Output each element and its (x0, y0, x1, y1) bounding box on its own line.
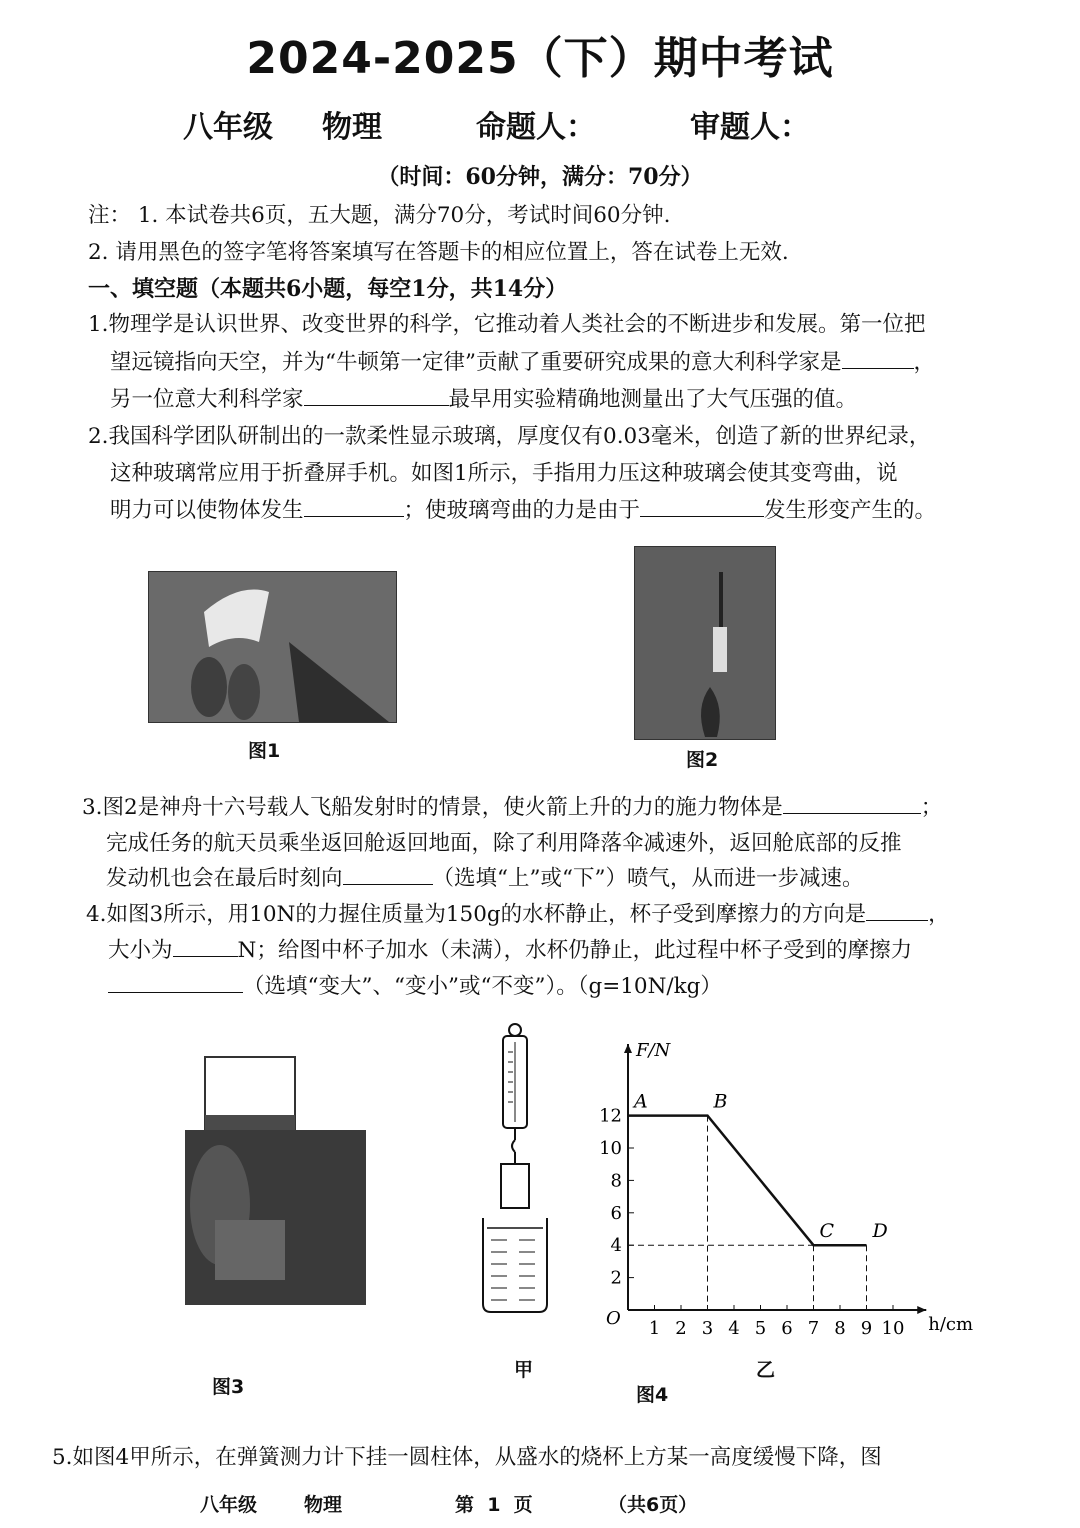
figure-4-jia-caption: 甲 (514, 1359, 534, 1381)
footer-page: 第 1 页 (455, 1494, 533, 1516)
q3-line-2: 完成任务的航天员乘坐返回舱返回地面，除了利用降落伞减速外，返回舱底部的反推 (106, 831, 902, 856)
origin-label: O (606, 1308, 621, 1329)
figure-1-photo (148, 571, 397, 723)
y-tick-label: 8 (610, 1170, 622, 1192)
figure-4-yi-caption: 乙 (756, 1359, 776, 1381)
footer-grade: 八年级 (200, 1494, 258, 1516)
y-tick-label: 6 (610, 1202, 622, 1224)
y-tick-label: 12 (599, 1105, 622, 1127)
q4-line-2: 大小为 N；给图中杯子加水（未满），水杯仍静止，此过程中杯子受到的摩擦力 (108, 938, 913, 963)
hand-holding-cup-illustration (180, 1055, 366, 1305)
x-tick-label: 7 (807, 1318, 820, 1339)
point-label-d: D (872, 1220, 888, 1243)
q2-blank-1[interactable] (304, 498, 404, 517)
q3-blank-2[interactable] (343, 866, 433, 885)
q3-line-1: 3.图2是神舟十六号载人飞船发射时的情景，使火箭上升的力的施力物体是 ； (82, 795, 943, 820)
grade-label: 八年级 (183, 110, 273, 145)
figure-1-caption: 图1 (248, 740, 281, 762)
figure-4-jia-apparatus (475, 1022, 555, 1318)
x-tick-label: 4 (728, 1318, 740, 1339)
glass-bending-illustration (149, 572, 396, 722)
figure-2-caption: 图2 (686, 749, 719, 771)
y-axis-label: F/N (636, 1040, 671, 1061)
x-tick-label: 10 (881, 1318, 905, 1339)
x-tick-label: 6 (781, 1318, 793, 1339)
q3-blank-1[interactable] (783, 795, 921, 814)
subject-label: 物理 (322, 110, 382, 145)
x-tick-label: 5 (754, 1318, 767, 1339)
q1-line-1: 1.物理学是认识世界、改变世界的科学，它推动着人类社会的不断进步和发展。第一位把 (88, 312, 926, 337)
figure-3-photo (180, 1055, 366, 1305)
q1-blank-2[interactable] (304, 387, 449, 406)
point-label-b: B (713, 1090, 728, 1113)
setter-label: 命题人： (476, 110, 596, 145)
x-tick-label: 2 (675, 1318, 687, 1339)
q2-line-1: 2.我国科学团队研制出的一款柔性显示玻璃，厚度仅有0.03毫米，创造了新的世界纪录， (88, 424, 931, 449)
x-tick-label: 1 (648, 1318, 661, 1339)
q5-line-1: 5.如图4甲所示，在弹簧测力计下挂一圆柱体，从盛水的烧杯上方某一高度缓慢下降，图 (52, 1445, 882, 1470)
q4-blank-1[interactable] (866, 902, 928, 921)
rocket-launch-illustration (635, 547, 775, 739)
beaker (483, 1218, 547, 1312)
point-label-a: A (634, 1090, 648, 1113)
x-axis-arrow (917, 1306, 926, 1314)
figure-3-caption: 图3 (212, 1376, 245, 1398)
q1-line-2: 望远镜指向天空，并为“牛顿第一定律”贡献了重要研究成果的意大利科学家是 ， (110, 350, 936, 375)
footer-total: （共6页） (608, 1494, 698, 1516)
exam-title: 2024-2025（下）期中考试 (246, 33, 834, 84)
q4-blank-3[interactable] (108, 974, 243, 993)
q2-line-2: 这种玻璃常应用于折叠屏手机。如图1所示，手指用力压这种玻璃会使其变弯曲，说 (110, 461, 898, 486)
q4-blank-2[interactable] (173, 938, 238, 957)
reviewer-label: 审题人： (690, 110, 810, 145)
scale-ring (509, 1024, 521, 1036)
q4-line-3: （选填“变大”、“变小”或“不变”）。（g=10N/kg） (108, 974, 722, 1000)
x-tick-label: 3 (701, 1318, 714, 1339)
section-1-heading: 一、填空题（本题共6小题，每空1分，共14分） (88, 276, 568, 302)
note-2: 2. 请用黑色的签字笔将答案填写在答题卡的相应位置上，答在试卷上无效. (88, 240, 789, 265)
x-tick-label: 8 (834, 1318, 846, 1339)
cylinder (501, 1164, 529, 1208)
q1-line-3: 另一位意大利科学家 最早用实验精确地测量出了大气压强的值。 (110, 387, 858, 412)
q2-line-3: 明力可以使物体发生 ；使玻璃弯曲的力是由于 发生形变产生的。 (110, 498, 937, 523)
footer-subject: 物理 (304, 1494, 343, 1516)
figure-4-caption: 图4 (636, 1384, 669, 1406)
q1-blank-1[interactable] (842, 350, 914, 369)
point-label-c: C (819, 1220, 835, 1243)
q4-line-1: 4.如图3所示，用10N的力握住质量为150g的水杯静止，杯子受到摩擦力的方向是 ， (86, 902, 950, 927)
figure-2-photo (634, 546, 776, 740)
note-1: 注： 1. 本试卷共6页，五大题，满分70分，考试时间60分钟. (88, 203, 671, 228)
y-axis-arrow (624, 1044, 632, 1053)
y-tick-label: 10 (599, 1138, 622, 1159)
x-tick-label: 9 (860, 1318, 873, 1339)
q3-line-3: 发动机也会在最后时刻向 （选填“上”或“下”）喷气，从而进一步减速。 (106, 866, 864, 891)
y-tick-label: 4 (610, 1235, 622, 1257)
q2-blank-2[interactable] (640, 498, 764, 517)
figure-4-yi-chart (598, 1030, 978, 1340)
x-axis-label: h/cm (928, 1314, 974, 1335)
y-tick-label: 2 (610, 1267, 622, 1289)
time-info: （时间：60分钟，满分：70分） (377, 164, 703, 190)
